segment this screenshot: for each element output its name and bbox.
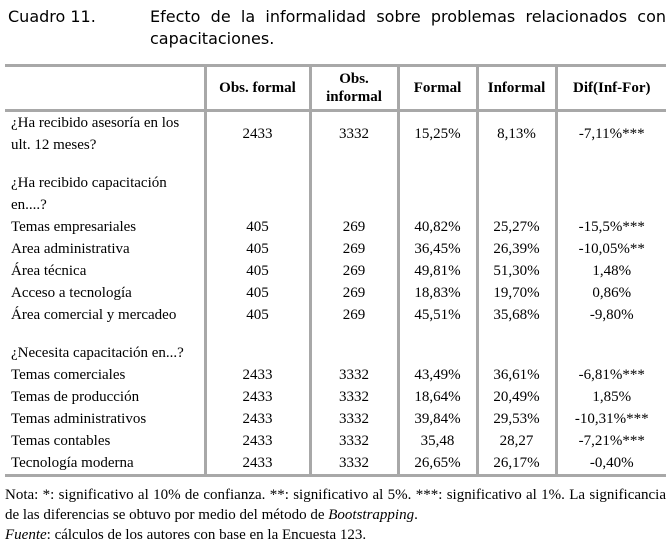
note-significance xyxy=(5,485,666,525)
value-cell: 269 xyxy=(310,282,398,304)
section-row xyxy=(5,172,666,216)
header-formal: Formal xyxy=(398,66,477,111)
value-cell: 49,81% xyxy=(398,260,477,282)
value-cell: 405 xyxy=(205,260,310,282)
value-cell: 43,49% xyxy=(398,364,477,386)
value-cell xyxy=(310,342,398,364)
value-cell: 29,53% xyxy=(477,408,556,430)
value-cell: 26,17% xyxy=(477,452,556,476)
fuente-label: Fuente xyxy=(5,527,47,543)
table-row xyxy=(5,111,666,157)
value-cell xyxy=(398,326,477,342)
value-cell xyxy=(556,326,666,342)
table-row xyxy=(5,364,666,386)
value-cell: 3332 xyxy=(310,386,398,408)
value-cell: 269 xyxy=(310,304,398,326)
results-table xyxy=(5,64,666,477)
row-label-cell: Temas empresariales xyxy=(5,216,205,238)
value-cell: 2433 xyxy=(205,364,310,386)
value-cell: 1,85% xyxy=(556,386,666,408)
table-body xyxy=(5,111,666,476)
table-row xyxy=(5,238,666,260)
header-obs-informal: Obs. informal xyxy=(310,66,398,111)
value-cell xyxy=(477,326,556,342)
value-cell: 20,49% xyxy=(477,386,556,408)
header-obs-formal: Obs. formal xyxy=(205,66,310,111)
value-cell: 3332 xyxy=(310,452,398,476)
value-cell: 35,68% xyxy=(477,304,556,326)
value-cell xyxy=(477,342,556,364)
table-row xyxy=(5,282,666,304)
value-cell: 19,70% xyxy=(477,282,556,304)
value-cell: 35,48 xyxy=(398,430,477,452)
value-cell: 269 xyxy=(310,216,398,238)
spacer-row xyxy=(5,326,666,342)
value-cell: -7,11%*** xyxy=(556,111,666,157)
value-cell: 2433 xyxy=(205,386,310,408)
table-row xyxy=(5,430,666,452)
value-cell: 3332 xyxy=(310,430,398,452)
value-cell: 405 xyxy=(205,282,310,304)
value-cell: 1,48% xyxy=(556,260,666,282)
value-cell: 2433 xyxy=(205,111,310,157)
value-cell: -0,40% xyxy=(556,452,666,476)
table-caption xyxy=(0,0,672,50)
value-cell xyxy=(205,156,310,172)
value-cell: 45,51% xyxy=(398,304,477,326)
value-cell: -7,21%*** xyxy=(556,430,666,452)
table-row xyxy=(5,452,666,476)
value-cell: -10,31%*** xyxy=(556,408,666,430)
table-row xyxy=(5,216,666,238)
value-cell: 51,30% xyxy=(477,260,556,282)
value-cell xyxy=(556,342,666,364)
value-cell: -6,81%*** xyxy=(556,364,666,386)
row-label-cell: Area administrativa xyxy=(5,238,205,260)
header-dif: Dif(Inf-For) xyxy=(556,66,666,111)
value-cell: 26,65% xyxy=(398,452,477,476)
fuente-text: : cálculos de los autores con base en la Encuesta 123. xyxy=(46,527,367,543)
value-cell xyxy=(205,342,310,364)
value-cell: 26,39% xyxy=(477,238,556,260)
value-cell: 269 xyxy=(310,260,398,282)
value-cell xyxy=(310,156,398,172)
value-cell: 2433 xyxy=(205,430,310,452)
value-cell: -9,80% xyxy=(556,304,666,326)
value-cell xyxy=(205,326,310,342)
value-cell: 405 xyxy=(205,216,310,238)
table-row xyxy=(5,260,666,282)
header-row xyxy=(5,66,666,111)
row-label-cell: Área técnica xyxy=(5,260,205,282)
section-row xyxy=(5,342,666,364)
value-cell: 2433 xyxy=(205,408,310,430)
row-label-cell xyxy=(5,156,205,172)
value-cell: 28,27 xyxy=(477,430,556,452)
value-cell: 18,83% xyxy=(398,282,477,304)
value-cell: 40,82% xyxy=(398,216,477,238)
spacer-row xyxy=(5,156,666,172)
row-label-cell: ¿Necesita capacitación en...? xyxy=(5,342,205,364)
row-label-cell: Temas de producción xyxy=(5,386,205,408)
table-number: Cuadro 11. xyxy=(8,7,96,26)
table-row xyxy=(5,304,666,326)
note-source xyxy=(5,525,666,545)
value-cell xyxy=(477,156,556,172)
note-text: Nota: *: significativo al 10% de confianza. **: significativo al 5%. ***: significativo al 1%. La significancia de las diferencias se obtuvo por medio del método de xyxy=(5,487,666,523)
table-row xyxy=(5,386,666,408)
value-cell xyxy=(398,156,477,172)
row-label-cell: Acceso a tecnología xyxy=(5,282,205,304)
value-cell: 8,13% xyxy=(477,111,556,157)
row-label-cell: ¿Ha recibido asesoría en los ult. 12 meses? xyxy=(5,111,205,157)
value-cell: 405 xyxy=(205,304,310,326)
table-row xyxy=(5,408,666,430)
value-cell: 3332 xyxy=(310,364,398,386)
value-cell xyxy=(556,172,666,216)
value-cell xyxy=(310,172,398,216)
table-header xyxy=(5,66,666,111)
value-cell xyxy=(310,326,398,342)
value-cell: 3332 xyxy=(310,408,398,430)
row-label-cell: Temas administrativos xyxy=(5,408,205,430)
value-cell: 269 xyxy=(310,238,398,260)
row-label-cell: Temas contables xyxy=(5,430,205,452)
value-cell: 405 xyxy=(205,238,310,260)
value-cell: 39,84% xyxy=(398,408,477,430)
value-cell: 25,27% xyxy=(477,216,556,238)
value-cell: -10,05%** xyxy=(556,238,666,260)
value-cell xyxy=(556,156,666,172)
value-cell xyxy=(398,342,477,364)
value-cell: 0,86% xyxy=(556,282,666,304)
note-period: . xyxy=(414,507,418,523)
value-cell: 2433 xyxy=(205,452,310,476)
value-cell xyxy=(398,172,477,216)
value-cell xyxy=(477,172,556,216)
row-label-cell: Tecnología moderna xyxy=(5,452,205,476)
value-cell: 3332 xyxy=(310,111,398,157)
row-label-cell: ¿Ha recibido capacitación en....? xyxy=(5,172,205,216)
table-notes xyxy=(5,485,666,545)
header-empty xyxy=(5,66,205,111)
value-cell: -15,5%*** xyxy=(556,216,666,238)
row-label-cell: Área comercial y mercadeo xyxy=(5,304,205,326)
note-bootstrapping: Bootstrapping xyxy=(328,507,415,523)
value-cell: 15,25% xyxy=(398,111,477,157)
value-cell: 36,61% xyxy=(477,364,556,386)
header-informal: Informal xyxy=(477,66,556,111)
value-cell xyxy=(205,172,310,216)
table-title: Efecto de la informalidad sobre problemas relacionados con capacitaciones. xyxy=(150,7,666,48)
row-label-cell xyxy=(5,326,205,342)
value-cell: 36,45% xyxy=(398,238,477,260)
row-label-cell: Temas comerciales xyxy=(5,364,205,386)
value-cell: 18,64% xyxy=(398,386,477,408)
